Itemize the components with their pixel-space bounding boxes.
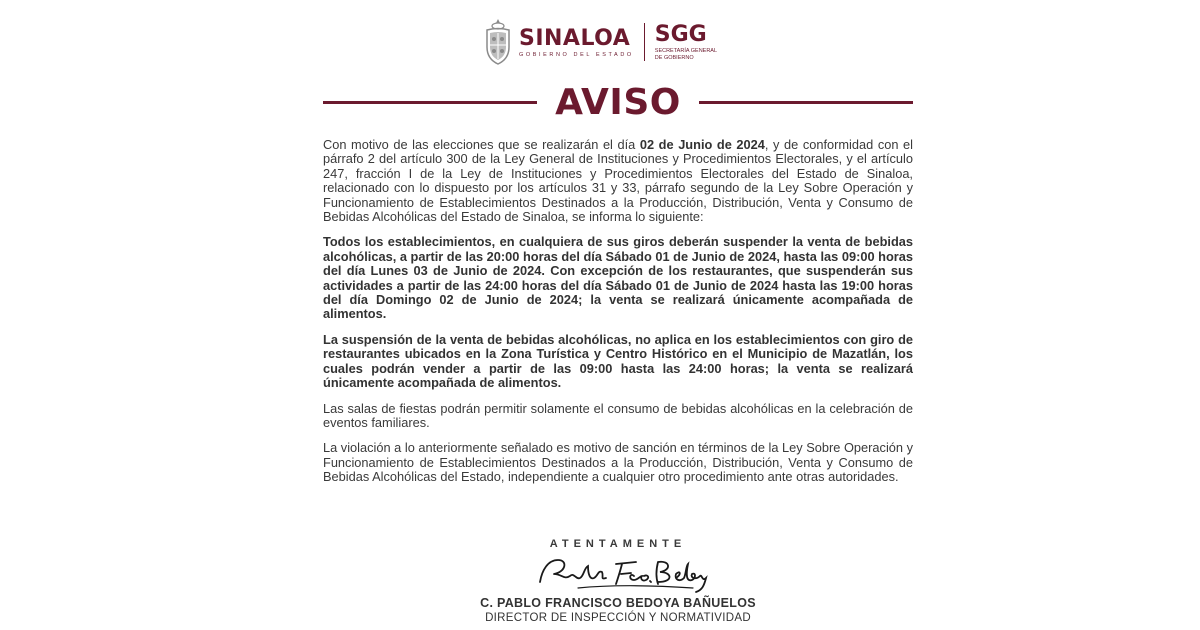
p1-intro: Con motivo de las elecciones que se realizarán el día <box>323 137 640 152</box>
closing-salutation: ATENTAMENTE <box>549 538 687 550</box>
notice-paragraph-1 <box>323 138 913 224</box>
header-divider <box>644 23 645 61</box>
p1-rest: , y de conformidad con el párrafo 2 del artículo 300 de la Ley General de Instituciones y Procedimientos Electorales, y el artículo 247, fracción I de la Ley de Instituciones y Procedimientos Electorales del Estado de Sinaloa, relacionado con lo dispuesto por los artículos 31 y 33, párrafo segundo de la Ley Sobre Operación y Funcionamiento de Establecimientos Destinados a la Producción, Distribución, Venta y Consumo de Bebidas Alcohólicas del Estado de Sinaloa, se informa lo siguiente: <box>323 137 914 225</box>
page-title: AVISO <box>555 81 681 123</box>
brand-name: SINALOA <box>518 25 631 51</box>
signer-title: DIRECTOR DE INSPECCIÓN Y NORMATIVIDAD <box>485 612 751 624</box>
election-date: 02 de Junio de 2024 <box>639 137 765 152</box>
sgg-subtitle-line2: DE GOBIERNO <box>654 55 694 61</box>
p2-text: Todos los establecimientos, en cualquiera de sus giros deberán suspender la venta de bebidas alcohólicas, a partir de las 20:00 horas del día Sábado 01 de Junio de 2024, hasta las 09:00 horas del día Lunes 03 de Junio de 2024. Con excepción de los restaurantes, que suspenderán sus actividades a partir de las 24:00 horas del día Sábado 01 de Junio de 2024 hasta las 19:00 horas del día Domingo 02 de Junio de 2024; la venta se realizará únicamente acompañada de alimentos. <box>323 234 913 322</box>
notice-body <box>323 138 913 496</box>
notice-paragraph-4: Las salas de fiestas podrán permitir solamente el consumo de bebidas alcohólicas en la celebración de eventos familiares. <box>323 400 913 430</box>
brand-subtitle: GOBIERNO DEL ESTADO <box>518 51 634 58</box>
sgg-name: SGG <box>654 22 707 47</box>
handwritten-signature <box>518 552 718 594</box>
sinaloa-logo <box>483 17 717 67</box>
signer-name: C. PABLO FRANCISCO BEDOYA BAÑUELOS <box>480 596 756 610</box>
notice-paragraph-3 <box>323 333 913 391</box>
title-rule-left <box>323 101 537 104</box>
header <box>0 14 1200 70</box>
signature-block <box>418 538 818 624</box>
notice-paragraph-5: La violación a lo anteriormente señalado es motivo de sanción en términos de la Ley Sobre Operación y Funcionamiento de Establecimientos Destinados a la Producción, Distribución, Venta y Consumo de Bebidas Alcohólicas del Estado, independiente a cualquier otro procedimiento ante otras autoridades. <box>323 440 913 485</box>
notice-paragraph-2 <box>323 235 913 321</box>
sgg-subtitle-line1: SECRETARÍA GENERAL <box>654 48 718 54</box>
title-rule-right <box>699 101 913 104</box>
title-row <box>323 80 913 124</box>
state-coat-of-arms-icon <box>483 17 513 67</box>
p3-text: La suspensión de la venta de bebidas alcohólicas, no aplica en los establecimientos con giro de restaurantes ubicados en la Zona Turística y Centro Histórico en el Municipio de Mazatlán, los cuales podrán vender a partir de las 09:00 hasta las 24:00 horas; la venta se realizará únicamente acompañada de alimentos. <box>323 331 913 391</box>
